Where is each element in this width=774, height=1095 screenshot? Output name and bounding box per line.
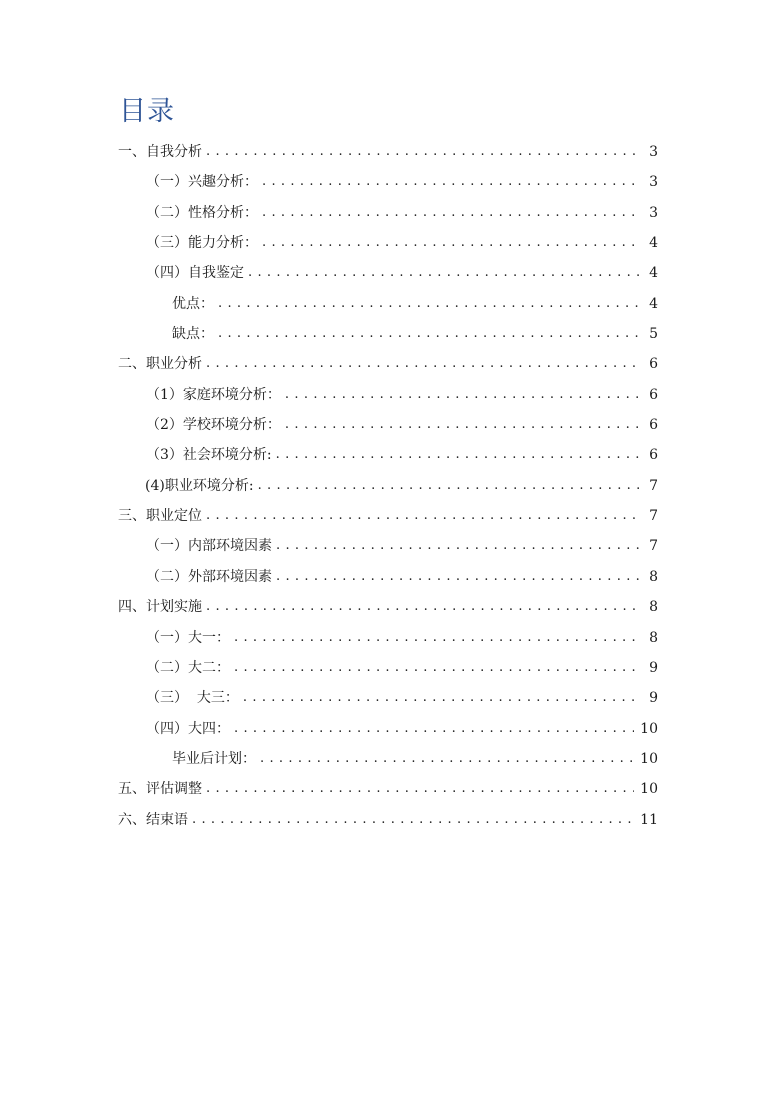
toc-leader-dots xyxy=(206,349,640,379)
toc-leader-dots xyxy=(276,440,640,470)
toc-entry-label: （一）大一： xyxy=(146,629,230,646)
toc-entry-page: 11 xyxy=(640,811,658,828)
toc-leader-dots xyxy=(234,653,640,683)
toc-entry[interactable] xyxy=(118,653,658,683)
table-of-contents xyxy=(118,137,658,835)
toc-entry-page: 10 xyxy=(640,720,658,737)
toc-entry-page: 6 xyxy=(649,447,658,464)
toc-entry-label: 六、结束语 xyxy=(118,811,188,828)
toc-entry-label: （二）外部环境因素 xyxy=(146,568,272,585)
toc-entry[interactable] xyxy=(118,471,658,501)
toc-leader-dots xyxy=(218,319,640,349)
toc-entry-label: （二）大二： xyxy=(146,659,230,676)
toc-entry[interactable] xyxy=(118,562,658,592)
toc-entry-page: 4 xyxy=(649,235,658,252)
toc-entry-label: （三） 大三： xyxy=(146,690,239,707)
toc-entry-label: （一）内部环境因素 xyxy=(146,538,272,555)
toc-entry[interactable] xyxy=(118,167,658,197)
toc-entry-page: 3 xyxy=(649,144,658,160)
toc-entry-page: 10 xyxy=(640,781,658,798)
toc-entry-label: 一、自我分析 xyxy=(118,144,202,160)
toc-leader-dots xyxy=(276,531,640,561)
toc-entry[interactable] xyxy=(118,623,658,653)
toc-leader-dots xyxy=(248,258,640,288)
toc-entry[interactable] xyxy=(118,805,658,835)
toc-leader-dots xyxy=(206,774,634,804)
toc-entry[interactable] xyxy=(118,440,658,470)
toc-title: 目录 xyxy=(119,96,175,127)
toc-leader-dots xyxy=(262,228,640,258)
toc-leader-dots xyxy=(276,562,640,592)
toc-entry[interactable] xyxy=(118,319,658,349)
toc-entry-label: （一）兴趣分析： xyxy=(146,174,258,191)
toc-entry-label: 三、职业定位 xyxy=(118,508,202,525)
toc-entry[interactable] xyxy=(118,228,658,258)
toc-leader-dots xyxy=(258,471,640,501)
toc-entry[interactable] xyxy=(118,380,658,410)
toc-entry[interactable] xyxy=(118,289,658,319)
toc-entry[interactable] xyxy=(118,774,658,804)
toc-entry-page: 6 xyxy=(649,417,658,434)
toc-entry-label: 四、计划实施 xyxy=(118,599,202,616)
toc-leader-dots xyxy=(243,683,640,713)
toc-entry[interactable] xyxy=(118,714,658,744)
toc-entry-page: 4 xyxy=(649,265,658,282)
toc-leader-dots xyxy=(192,805,634,835)
toc-leader-dots xyxy=(206,501,640,531)
toc-entry-label: 优点： xyxy=(172,295,214,312)
toc-leader-dots xyxy=(285,380,640,410)
toc-entry-page: 6 xyxy=(649,356,658,373)
toc-entry[interactable] xyxy=(118,592,658,622)
toc-entry-label: （3）社会环境分析: xyxy=(146,447,272,464)
toc-entry-label: 二、职业分析 xyxy=(118,356,202,373)
toc-entry[interactable] xyxy=(118,258,658,288)
toc-entry-label: （2）学校环境分析： xyxy=(146,417,281,434)
toc-entry-label: （二）性格分析： xyxy=(146,204,258,221)
toc-entry-page: 8 xyxy=(649,599,658,616)
toc-leader-dots xyxy=(218,289,640,319)
toc-entry-page: 8 xyxy=(649,629,658,646)
toc-leader-dots xyxy=(234,623,640,653)
toc-leader-dots xyxy=(260,744,634,774)
toc-entry-label: （1）家庭环境分析： xyxy=(146,386,281,403)
toc-entry-label: 毕业后计划： xyxy=(172,750,256,767)
toc-entry-page: 7 xyxy=(649,538,658,555)
toc-entry-label: （四）大四： xyxy=(146,720,230,737)
toc-entry[interactable] xyxy=(118,349,658,379)
toc-entry-page: 7 xyxy=(649,477,658,494)
toc-leader-dots xyxy=(234,714,634,744)
toc-entry[interactable] xyxy=(118,410,658,440)
toc-entry[interactable] xyxy=(118,198,658,228)
toc-leader-dots xyxy=(206,592,640,622)
toc-entry-page: 4 xyxy=(649,295,658,312)
toc-entry-label: （三）能力分析： xyxy=(146,235,258,252)
toc-entry-page: 3 xyxy=(649,204,658,221)
toc-entry-label: (4)职业环境分析: xyxy=(145,477,254,494)
toc-entry[interactable] xyxy=(118,531,658,561)
toc-entry-page: 8 xyxy=(649,568,658,585)
toc-entry-page: 10 xyxy=(640,750,658,767)
toc-entry[interactable] xyxy=(118,137,658,167)
toc-leader-dots xyxy=(262,167,640,197)
toc-entry-label: （四）自我鉴定 xyxy=(146,265,244,282)
toc-leader-dots xyxy=(262,198,640,228)
toc-leader-dots xyxy=(285,410,640,440)
toc-leader-dots xyxy=(206,137,640,167)
toc-entry-page: 3 xyxy=(649,174,658,191)
toc-entry-page: 6 xyxy=(649,386,658,403)
toc-entry[interactable] xyxy=(118,744,658,774)
toc-entry-label: 五、评估调整 xyxy=(118,781,202,798)
toc-entry-page: 9 xyxy=(649,659,658,676)
toc-entry-page: 5 xyxy=(649,326,658,343)
toc-entry[interactable] xyxy=(118,683,658,713)
toc-entry-label: 缺点： xyxy=(172,326,214,343)
toc-entry-page: 9 xyxy=(649,690,658,707)
toc-entry[interactable] xyxy=(118,501,658,531)
toc-entry-page: 7 xyxy=(649,508,658,525)
